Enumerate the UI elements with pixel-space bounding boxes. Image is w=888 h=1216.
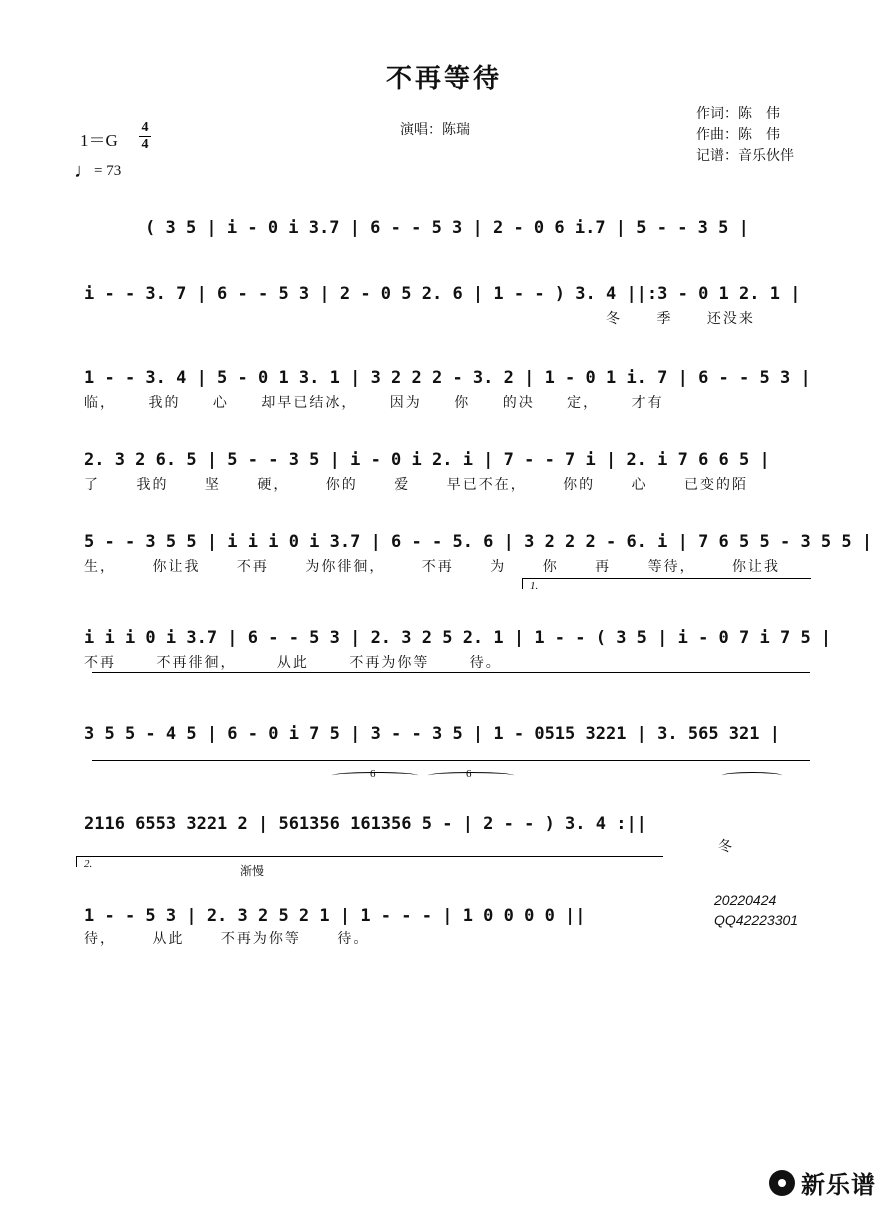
singer-credit: 演唱：陈瑞 [400, 122, 470, 138]
transcriber-credit: 记谱：音乐伙伴 [696, 148, 794, 164]
notes-line-5: 5 - - 3 5 5 | i i i 0 i 3.7 | 6 - - 5. 6 | 3 2 2 2 - 6. i | 7 6 5 5 - 3 5 5 | [84, 532, 873, 552]
notes-line-8: 2116 6553 3221 2 | 561356 161356 5 - | 2 - - ) 3. 4 :|| [84, 814, 647, 834]
transcription-stamp [714, 890, 798, 930]
lyrics-line-8 [0, 820, 888, 855]
lyrics-line-6 [0, 636, 888, 671]
time-signature-bottom: 4 [141, 137, 149, 152]
time-signature [139, 120, 151, 153]
score-line-4 [0, 424, 888, 470]
tempo-value: = 73 [94, 163, 122, 179]
lyrics-text-8: 冬 [718, 839, 734, 855]
tuplet-marker-2: 6 [466, 768, 472, 780]
record-disc-icon [769, 1170, 795, 1196]
site-logo [769, 1165, 876, 1200]
tuplet-arc-1 [332, 772, 418, 779]
key-signature: 1＝G [80, 131, 118, 150]
notes-line-2: i - - 3. 7 | 6 - - 5 3 | 2 - 0 5 2. 6 | 1 - - ) 3. 4 ||:3 - 0 1 2. 1 | [84, 284, 801, 304]
lyrics-line-5 [0, 540, 888, 575]
lyrics-line-4 [0, 458, 888, 493]
stamp-qq: QQ42223301 [714, 912, 799, 928]
song-title: 不再等待 [385, 64, 502, 94]
notes-line-1: ( 3 5 | i - 0 i 3.7 | 6 - - 5 3 | 2 - 0 6 i.7 | 5 - - 3 5 | [145, 218, 749, 238]
credits-block [696, 104, 794, 167]
lyricist-credit: 作词：陈 伟 [696, 106, 780, 122]
score-line-7 [0, 698, 888, 744]
lyrics-line-2 [0, 292, 888, 327]
quarter-note-icon: ♩ [74, 160, 94, 182]
first-ending-continuation-line [92, 672, 810, 673]
second-ending-bracket [76, 856, 663, 867]
notes-line-4: 2. 3 2 6. 5 | 5 - - 3 5 | i - 0 i 2. i | 7 - - 7 i | 2. i 7 6 6 5 | [84, 450, 770, 470]
notes-line-3: 1 - - 3. 4 | 5 - 0 1 3. 1 | 3 2 2 2 - 3. 2 | 1 - 0 1 i. 7 | 6 - - 5 3 | [84, 368, 811, 388]
second-ending-label: 2. [84, 858, 93, 870]
first-ending-continuation-line-2 [92, 760, 810, 761]
score-line-5 [0, 506, 888, 552]
score-line-1 [0, 192, 888, 238]
score-line-8 [0, 788, 888, 834]
first-ending-label: 1. [530, 580, 539, 592]
logo-text: 新乐谱 [801, 1171, 876, 1199]
tuplet-marker-1: 6 [370, 768, 376, 780]
first-ending-bracket [522, 578, 811, 589]
lyrics-text-3: 临， 我的 心 却早已结冰， 因为 你 的决 定， 才有 [84, 395, 664, 411]
tempo-marking [74, 160, 121, 183]
lyrics-text-6: 不再 不再徘徊， 从此 不再为你等 待。 [84, 655, 502, 671]
lyrics-text-2: 冬 季 还没来 [606, 311, 755, 327]
ritardando-mark: 渐慢 [240, 864, 265, 878]
notes-line-9: 1 - - 5 3 | 2. 3 2 5 2 1 | 1 - - - | 1 0 0 0 0 || [84, 906, 586, 926]
notes-line-7: 3 5 5 - 4 5 | 6 - 0 i 7 5 | 3 - - 3 5 | 1 - 0515 3221 | 3. 565 321 | [84, 724, 780, 744]
time-signature-top: 4 [141, 120, 149, 135]
lyrics-text-5: 生， 你让我 不再 为你徘徊， 不再 为 你 再 等待， 你让我 [84, 559, 781, 575]
tuplet-arc-2 [428, 772, 514, 779]
score-line-6 [0, 602, 888, 648]
tie-arc [722, 772, 782, 779]
score-line-3 [0, 342, 888, 388]
score-line-2 [0, 258, 888, 304]
notes-line-6: i i i 0 i 3.7 | 6 - - 5 3 | 2. 3 2 5 2. 1 | 1 - - ( 3 5 | i - 0 7 i 7 5 | [84, 628, 832, 648]
stamp-date: 20220424 [714, 892, 777, 908]
lyrics-text-4: 了 我的 坚 硬， 你的 爱 早已不在， 你的 心 已变的陌 [84, 477, 749, 493]
composer-credit: 作曲：陈 伟 [696, 127, 780, 143]
lyrics-text-9: 待， 从此 不再为你等 待。 [84, 931, 370, 947]
lyrics-line-3 [0, 376, 888, 411]
